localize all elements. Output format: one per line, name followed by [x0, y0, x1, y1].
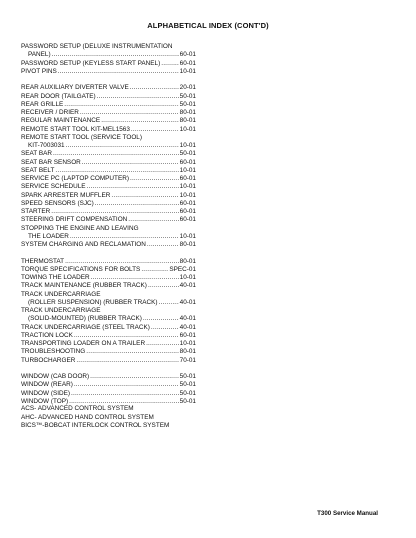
index-entry: [21, 93, 196, 101]
index-entry-page: 50-01: [179, 100, 196, 108]
dot-leader: [80, 109, 179, 117]
index-entry-label: PASSWORD SETUP (DELUXE INSTRUMENTATION: [21, 43, 173, 50]
index-entry-page: 10-01: [179, 125, 196, 133]
index-entry-label: RECEIVER / DRIER: [21, 109, 79, 116]
index-entry: [21, 282, 196, 290]
index-entry-page: 10-01: [179, 232, 196, 240]
index-entry-page: 50-01: [179, 373, 196, 380]
index-entry-page: 60-01: [179, 51, 196, 59]
dot-leader: [146, 340, 179, 348]
index-entry-page: 10-01: [179, 67, 196, 75]
index-entry: [21, 84, 196, 92]
index-entry: [21, 43, 196, 51]
index-entry: [21, 208, 196, 216]
index-entry-page: 50-01: [179, 397, 196, 405]
abbreviation-line: BICS™-BOBCAT INTERLOCK CONTROL SYSTEM: [21, 422, 170, 429]
index-entry-label: REMOTE START TOOL KIT-MEL1563: [21, 125, 130, 133]
dot-leader: [65, 258, 179, 266]
index-entry: [21, 390, 196, 398]
dot-leader: [95, 200, 179, 208]
index-entry-label: WINDOW (TOP): [21, 397, 69, 405]
index-entry-label: SPARK ARRESTER MUFFLER: [21, 191, 111, 199]
index-entry: [21, 117, 196, 125]
dot-leader: [74, 381, 179, 389]
index-entry: [21, 216, 196, 224]
index-entry-label: SYSTEM CHARGING AND RECLAMATION: [21, 241, 146, 248]
dot-leader: [71, 390, 179, 398]
index-entry-label: TRACK MAINTENANCE (RUBBER TRACK): [21, 282, 147, 290]
index-entry: [21, 126, 196, 134]
dot-leader: [76, 357, 178, 365]
index-entry-label: KIT-7003031: [28, 142, 65, 149]
index-entry: [21, 183, 196, 191]
dot-leader: [101, 117, 178, 125]
index-entry-label: STOPPING THE ENGINE AND LEAVING: [21, 224, 139, 232]
dot-leader: [53, 150, 179, 158]
index-entry-page: 10-01: [179, 274, 196, 281]
index-entry-label: SERVICE SCHEDULE: [21, 183, 86, 191]
index-entry-page: 40-01: [179, 298, 196, 306]
index-entry: [21, 68, 196, 76]
index-entry: [21, 348, 196, 356]
index-entry-label: REMOTE START TOOL (SERVICE TOOL): [21, 133, 142, 141]
abbreviations-list: [21, 405, 169, 431]
index-entry-page: 20-01: [179, 84, 196, 92]
index-entry: [21, 192, 196, 200]
index-entry: [21, 167, 196, 175]
index-entry-page: 10-01: [179, 142, 196, 149]
dot-leader: [159, 299, 179, 307]
index-entry: [21, 340, 196, 348]
index-entry-label: TRACK UNDERCARRIAGE: [21, 290, 101, 298]
index-entry-page: 10-01: [179, 166, 196, 174]
dot-leader: [97, 93, 179, 101]
index-entry-page: 60-01: [179, 208, 196, 215]
index-entry: [21, 373, 196, 381]
group-spacer: [21, 249, 196, 257]
index-entry-label: TOWING THE LOADER: [21, 274, 90, 281]
index-entry-label: THERMOSTAT: [21, 257, 65, 265]
dot-leader: [128, 216, 178, 224]
index-entry-label: WINDOW (REAR): [21, 381, 73, 389]
dot-leader: [52, 51, 179, 59]
index-entry-label: REGULAR MAINTENANCE: [21, 117, 101, 125]
dot-leader: [66, 142, 179, 150]
index-entry-page: 60-01: [179, 199, 196, 207]
index-entry-page: 80-01: [179, 109, 196, 116]
index-entry-label: (SOLID-MOUNTED) (RUBBER TRACK): [28, 315, 142, 323]
index-entry-label: TRACK UNDERCARRIAGE: [21, 307, 101, 314]
dot-leader: [161, 60, 178, 68]
index-entry-label: TRACTION LOCK: [21, 331, 73, 339]
index-entry-page: 80-01: [179, 241, 196, 248]
index-entry-label: PANEL): [28, 51, 51, 59]
index-entry: [21, 233, 196, 241]
index-entry-page: 60-01: [179, 175, 196, 182]
dot-leader: [130, 175, 179, 183]
index-entry: [21, 101, 196, 109]
index-entry: [21, 200, 196, 208]
index-entry-page: 60-01: [179, 158, 196, 166]
page-title: ALPHABETICAL INDEX (CONT'D): [147, 21, 269, 30]
dot-leader: [90, 373, 178, 381]
index-entry: [21, 60, 196, 68]
index-entry-page: 70-01: [179, 356, 196, 364]
index-entry: [21, 150, 196, 158]
abbreviation-line: ACS- ADVANCED CONTROL SYSTEM: [21, 405, 134, 412]
index-entry-page: SPEC-01: [169, 265, 196, 273]
dot-leader: [151, 324, 179, 332]
index-entry: [21, 357, 196, 365]
dot-leader: [141, 266, 168, 274]
dot-leader: [111, 192, 178, 200]
dot-leader: [58, 68, 179, 76]
index-entry: [21, 315, 196, 323]
index-entry: [21, 109, 196, 117]
index-entry: [21, 266, 196, 274]
index-entry-label: REAR AUXILIARY DIVERTER VALVE: [21, 84, 129, 92]
index-entry-page: 10-01: [179, 340, 196, 347]
index-entry-label: PASSWORD SETUP (KEYLESS START PANEL): [21, 59, 161, 67]
index-entry-label: TROUBLESHOOTING: [21, 348, 86, 356]
index-entry: [21, 299, 196, 307]
index-entry-label: SERVICE PC (LAPTOP COMPUTER): [21, 175, 129, 182]
group-spacer: [21, 365, 196, 373]
index-entry: [21, 324, 196, 332]
index-entry-page: 10-01: [179, 191, 196, 199]
index-entry-page: 50-01: [179, 92, 196, 100]
index-entry: [21, 274, 196, 282]
index-list: [21, 43, 196, 406]
dot-leader: [70, 233, 179, 241]
index-entry-page: 80-01: [179, 257, 196, 265]
index-entry: [21, 241, 196, 249]
index-entry: [21, 142, 196, 150]
index-entry: [21, 225, 196, 233]
index-entry-label: PIVOT PINS: [21, 67, 57, 75]
dot-leader: [86, 348, 178, 356]
index-entry-page: 40-01: [179, 282, 196, 290]
index-entry: [21, 332, 196, 340]
index-entry-label: TORQUE SPECIFICATIONS FOR BOLTS: [21, 265, 141, 273]
abbreviation-line: AHC- ADVANCED HAND CONTROL SYSTEM: [21, 413, 154, 421]
index-entry-label: TRACK UNDERCARRIAGE (STEEL TRACK): [21, 323, 150, 331]
index-entry-label: STEERING DRIFT COMPENSATION: [21, 216, 128, 224]
footer-manual-title: T300 Service Manual: [317, 510, 378, 517]
index-entry-page: 80-01: [179, 117, 196, 125]
index-entry-label: SEAT BELT: [21, 166, 55, 174]
index-entry-label: (ROLLER SUSPENSION) (RUBBER TRACK): [28, 298, 158, 306]
dot-leader: [82, 159, 179, 167]
index-entry-page: 50-01: [179, 389, 196, 397]
dot-leader: [55, 167, 178, 175]
index-entry: [21, 159, 196, 167]
index-entry-label: REAR DOOR (TAILGATE): [21, 92, 96, 100]
index-entry-label: THE LOADER: [28, 232, 69, 240]
index-entry: [21, 381, 196, 389]
index-entry-label: TURBOCHARGER: [21, 356, 76, 364]
index-entry-page: 40-01: [179, 315, 196, 323]
index-entry-label: SEAT BAR: [21, 150, 53, 158]
dot-leader: [131, 126, 179, 134]
dot-leader: [87, 183, 179, 191]
dot-leader: [130, 84, 179, 92]
index-entry-label: SEAT BAR SENSOR: [21, 158, 81, 166]
index-entry-label: STARTER: [21, 208, 51, 215]
index-entry: [21, 175, 196, 183]
index-entry-label: TRANSPORTING LOADER ON A TRAILER: [21, 340, 146, 347]
dot-leader: [51, 208, 178, 216]
index-entry: [21, 307, 196, 315]
dot-leader: [143, 315, 179, 323]
group-spacer: [21, 76, 196, 84]
dot-leader: [74, 332, 179, 340]
index-entry-label: WINDOW (CAB DOOR): [21, 373, 90, 380]
index-entry-page: 60-01: [179, 59, 196, 67]
dot-leader: [148, 282, 179, 290]
dot-leader: [147, 241, 179, 249]
dot-leader: [91, 274, 179, 282]
index-entry: [21, 291, 196, 299]
index-entry-label: SPEED SENSORS (SJC): [21, 199, 94, 207]
index-entry: [21, 134, 196, 142]
index-entry-page: 40-01: [179, 323, 196, 331]
index-entry: [21, 51, 196, 59]
index-entry-page: 60-01: [179, 331, 196, 339]
index-entry-page: 60-01: [179, 216, 196, 224]
index-entry-page: 80-01: [179, 348, 196, 356]
index-entry-page: 10-01: [179, 183, 196, 191]
index-entry-page: 50-01: [179, 150, 196, 158]
index-entry-label: WINDOW (SIDE): [21, 389, 70, 397]
index-entry: [21, 258, 196, 266]
index-entry-page: 50-01: [179, 381, 196, 389]
dot-leader: [64, 101, 178, 109]
index-entry-label: REAR GRILLE: [21, 100, 64, 108]
